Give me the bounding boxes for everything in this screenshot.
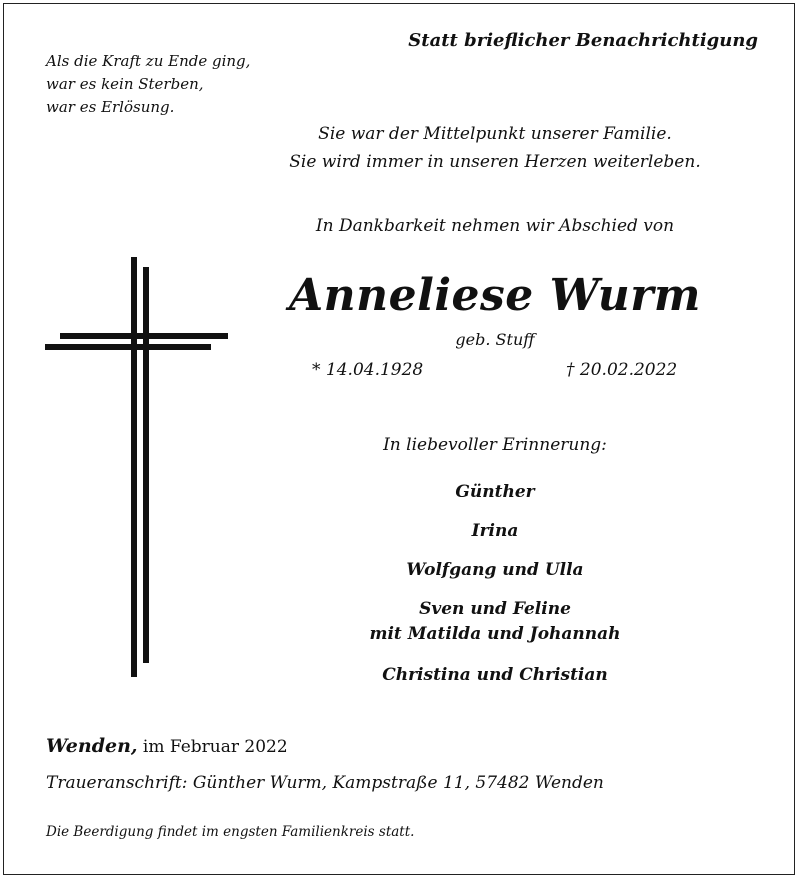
memory-line: In liebevoller Erinnerung:: [383, 435, 607, 455]
mourner-entry: [260, 558, 730, 583]
mourner-entry: [260, 519, 730, 544]
poem: [46, 50, 250, 119]
tribute-line: Sie war der Mittelpunkt unserer Familie.: [318, 124, 672, 144]
mourner-name: Sven und Feline: [419, 599, 571, 619]
mourner-name: Wolfgang und Ulla: [406, 560, 584, 580]
location-month: im Februar 2022: [142, 737, 288, 757]
maiden-name: geb. Stuff: [455, 330, 535, 349]
mourner-entry: [260, 663, 730, 688]
header-note: Statt brieflicher Benachrichtigung: [408, 30, 758, 51]
mourner-entry: [260, 480, 730, 505]
location-city: Wenden,: [46, 735, 138, 757]
poem-line: Als die Kraft zu Ende ging,: [46, 52, 251, 70]
mourning-address: Traueranschrift: Günther Wurm, Kampstraße 11, 57482 Wenden: [46, 773, 604, 793]
funeral-note: Die Beerdigung findet im engsten Familienkreis statt.: [46, 824, 415, 840]
poem-line: war es Erlösung.: [46, 98, 175, 116]
mourner-name: mit Matilda und Johannah: [369, 624, 621, 644]
tribute: [260, 120, 730, 176]
birth-date: * 14.04.1928: [312, 360, 424, 380]
death-date: † 20.02.2022: [566, 360, 678, 380]
poem-line: war es kein Sterben,: [46, 75, 204, 93]
farewell-line: In Dankbarkeit nehmen wir Abschied von: [315, 216, 675, 236]
location-date: [46, 735, 288, 757]
mourner-name: Christina und Christian: [382, 665, 608, 685]
mourner-name: Irina: [471, 521, 519, 541]
mourner-name: Günther: [455, 482, 535, 502]
deceased-name: Anneliese Wurm: [289, 270, 701, 321]
tribute-line: Sie wird immer in unseren Herzen weiterleben.: [289, 152, 701, 172]
mourner-entry: [260, 597, 730, 647]
cross-icon: [40, 255, 235, 680]
